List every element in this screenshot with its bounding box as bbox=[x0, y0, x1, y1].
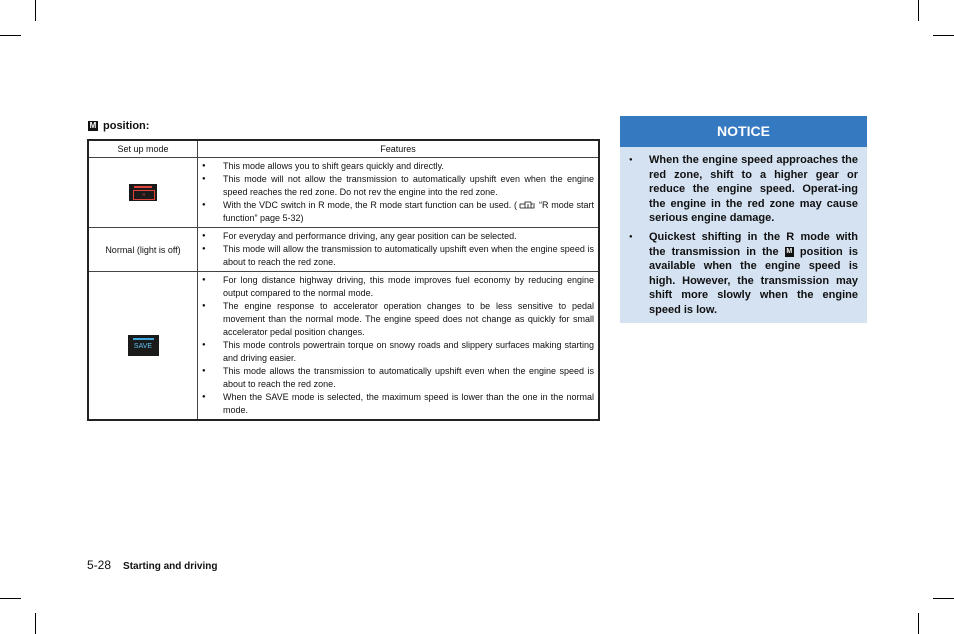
crop-mark bbox=[933, 35, 954, 36]
notice-item-text: position is available when the engine speed is high. However, the transmission may shift more slowly when the engine speed is low. bbox=[649, 245, 858, 316]
notice-item-text: Quickest shifting in the R mode with the transmission in the bbox=[649, 230, 858, 258]
crop-mark bbox=[0, 35, 21, 36]
notice-item bbox=[628, 230, 858, 318]
table-header-row bbox=[88, 140, 599, 158]
crop-mark bbox=[35, 613, 36, 634]
table-row bbox=[88, 158, 599, 228]
r-mode-indicator-icon bbox=[129, 184, 157, 201]
list-item-text: “R mode start function” page 5-32) bbox=[223, 200, 594, 223]
crop-mark bbox=[0, 598, 21, 599]
manual-mode-badge: M bbox=[89, 121, 97, 130]
crop-mark bbox=[35, 0, 36, 21]
save-mode-indicator-icon bbox=[128, 335, 159, 356]
mode-cell-r bbox=[88, 158, 198, 228]
list-item: ● The engine response to accelerator operation changes to be less sensitive to pedal movement than the normal mode. The engine speed does not change as quickly for small accelerator pedal position changes. bbox=[198, 300, 594, 339]
section-heading bbox=[88, 120, 149, 132]
table-row bbox=[88, 228, 599, 272]
page-footer bbox=[87, 558, 217, 572]
save-mode-indicator-label: SAVE bbox=[133, 343, 153, 350]
list-item: ● When the SAVE mode is selected, the maximum speed is lower than the one in the normal mode. bbox=[198, 391, 594, 417]
table-row bbox=[88, 272, 599, 421]
page-number: 5-28 bbox=[87, 558, 112, 572]
manual-mode-badge: M bbox=[786, 247, 793, 255]
r-mode-indicator-label: R bbox=[133, 190, 155, 200]
features-cell bbox=[198, 272, 600, 421]
crop-mark bbox=[933, 598, 954, 599]
chapter-title: Starting and driving bbox=[123, 561, 218, 572]
mode-cell-normal: Normal (light is off) bbox=[88, 228, 198, 272]
list-item: ● This mode allows the transmission to automatically upshift even when the engine speed is about to reach the red zone. bbox=[198, 365, 594, 391]
mode-cell-save bbox=[88, 272, 198, 421]
page-reference-icon bbox=[517, 200, 539, 211]
crop-mark bbox=[918, 613, 919, 634]
notice-box bbox=[620, 116, 867, 323]
features-cell bbox=[198, 158, 600, 228]
list-item: ● This mode will allow the transmission to automatically upshift even when the engine speed is about to reach the red zone. bbox=[198, 243, 594, 269]
list-item: ● For everyday and performance driving, any gear position can be selected. bbox=[198, 230, 594, 243]
crop-mark bbox=[918, 0, 919, 21]
list-item: ● This mode controls powertrain torque on snowy roads and slippery surfaces making starting and driving easier. bbox=[198, 339, 594, 365]
features-cell bbox=[198, 228, 600, 272]
list-item bbox=[198, 199, 594, 225]
list-item: ● For long distance highway driving, this mode improves fuel economy by reducing engine output compared to the normal mode. bbox=[198, 274, 594, 300]
column-header-features: Features bbox=[198, 140, 600, 158]
mode-table bbox=[87, 139, 600, 421]
save-mode-indicator-bar bbox=[133, 338, 154, 340]
list-item-text: With the VDC switch in R mode, the R mode start function can be used. ( bbox=[223, 200, 518, 210]
list-item: ● This mode will not allow the transmission to automatically upshift even when the engine speed reaches the red zone. Do not rev the engine into the red zone. bbox=[198, 173, 594, 199]
notice-item: ● When the engine speed approaches the red zone, shift to a higher gear or reduce the engine speed. Operat-ing the engine in the red zone may cause serious engine damage. bbox=[628, 153, 858, 226]
section-title: position: bbox=[103, 120, 150, 132]
notice-title: NOTICE bbox=[620, 116, 867, 147]
list-item: ● This mode allows you to shift gears quickly and directly. bbox=[198, 160, 594, 173]
r-mode-indicator-bar bbox=[134, 186, 152, 188]
column-header-mode: Set up mode bbox=[88, 140, 198, 158]
